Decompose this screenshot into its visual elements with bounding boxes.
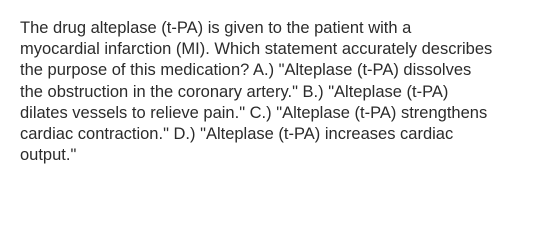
question-text: The drug alteplase (t-PA) is given to the patient with a myocardial infarction (MI). Which statement accurately describes the purpose of this medication? A.) "Alteplase (t-PA) dissolves the obstruction in the coronary artery." B.) "Alteplase (t-PA) dilates vessels to relieve pain." C.) "Alteplase (t-PA) strengthens cardiac contraction." D.) "Alteplase (t-PA) increases cardiac output." — [20, 19, 493, 165]
